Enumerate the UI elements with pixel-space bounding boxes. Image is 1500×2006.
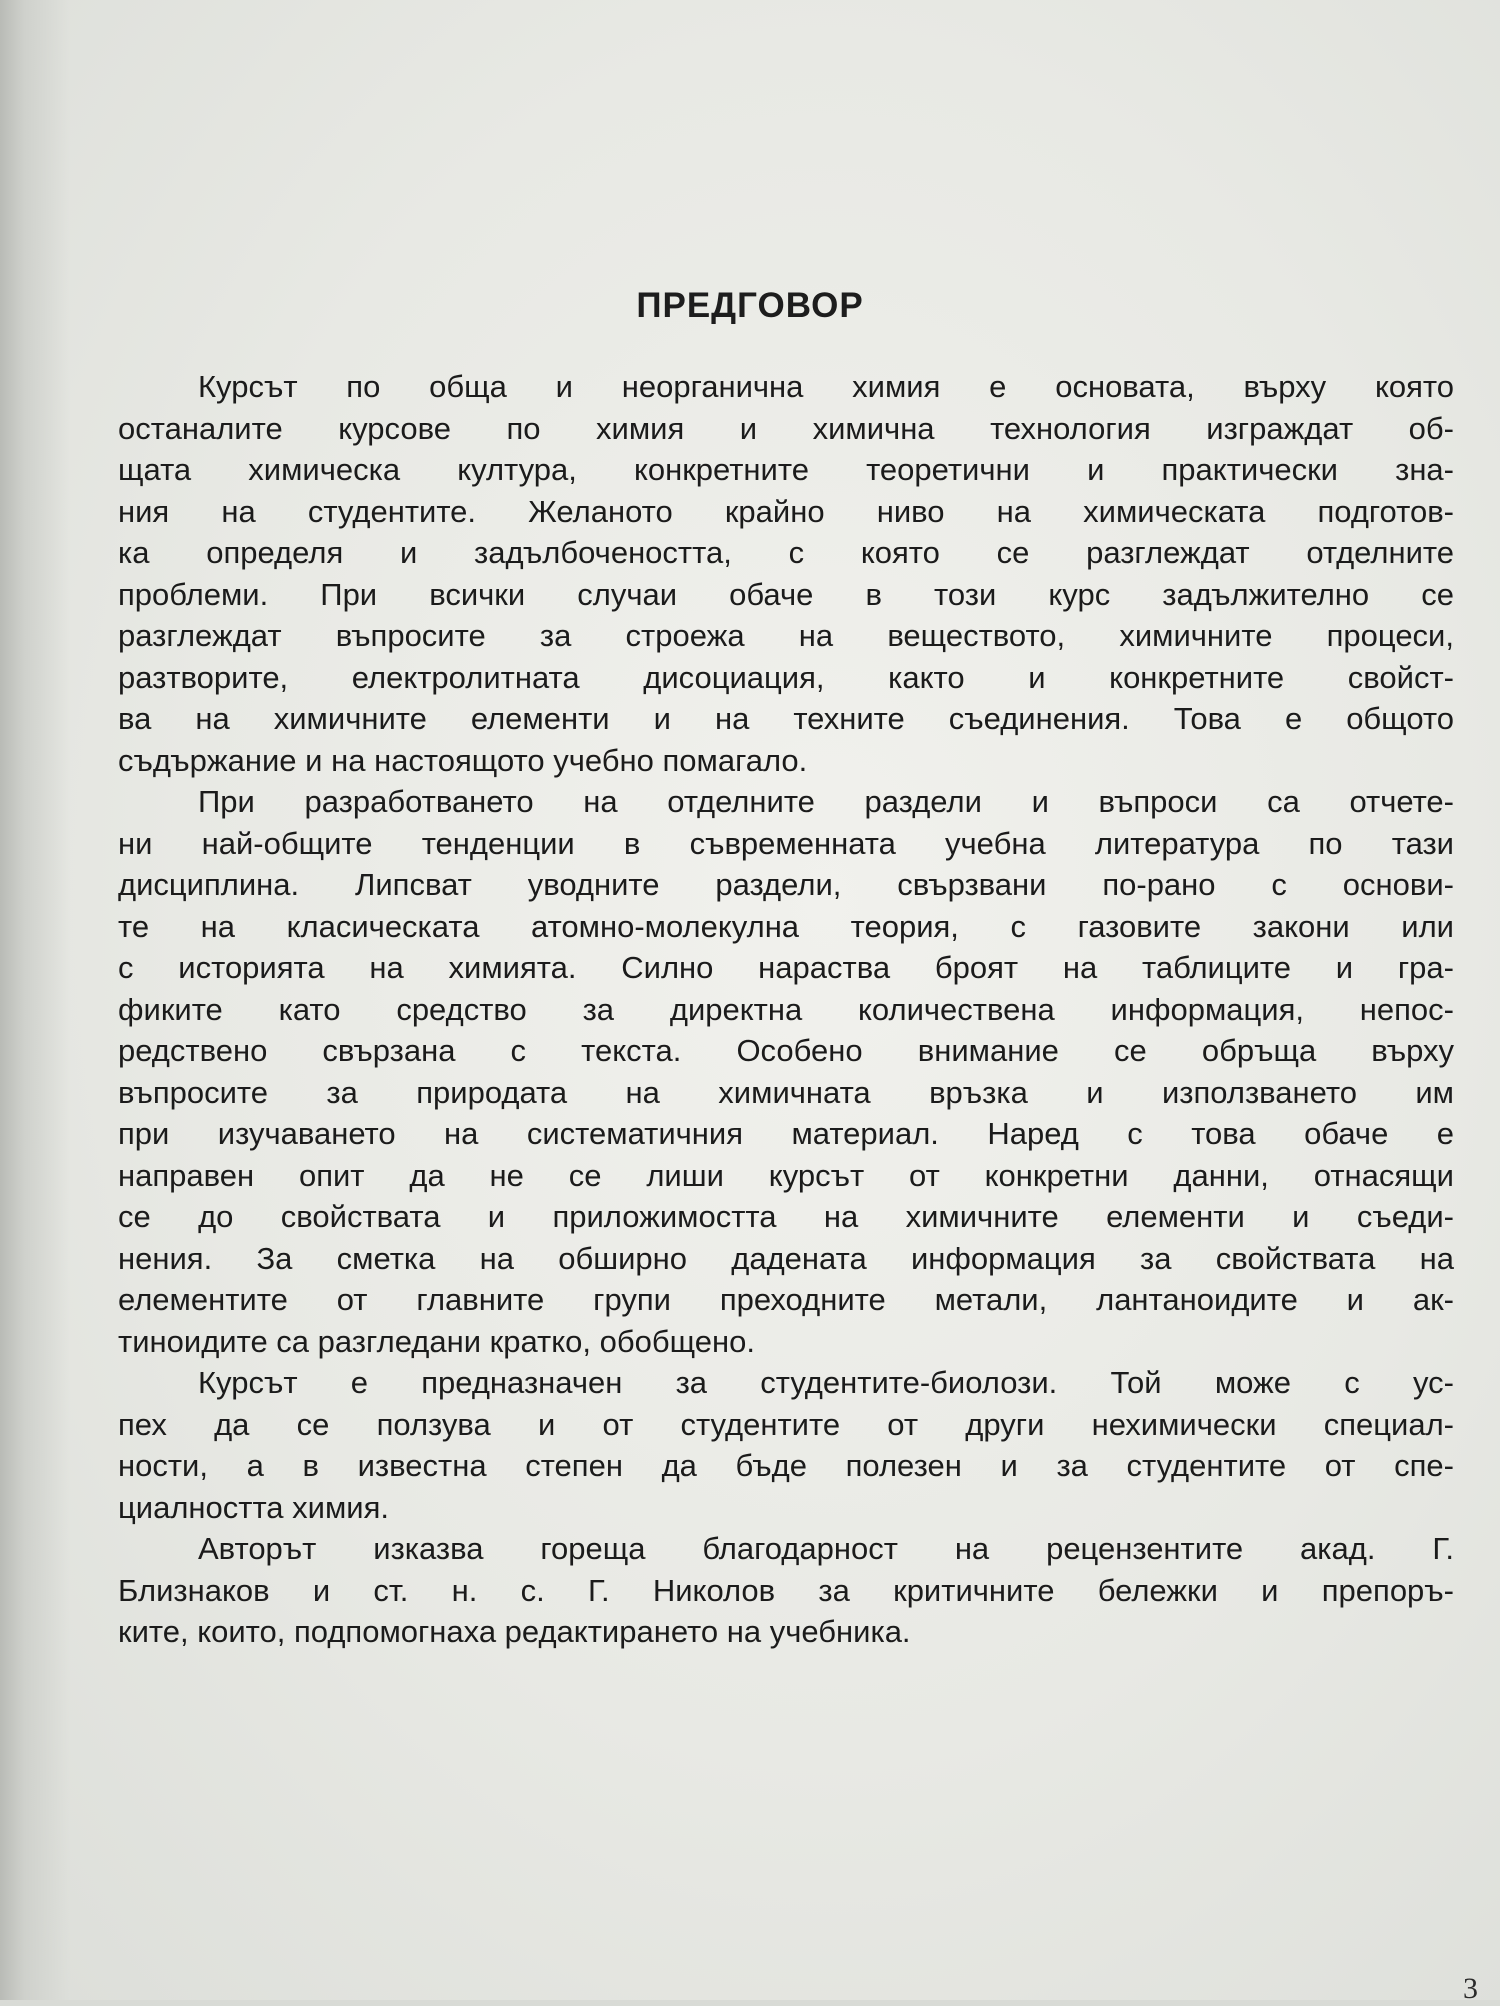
- text-line: останалите курсове по химия и химична технология изграждат об-: [118, 410, 1454, 446]
- text-line: се до свойствата и приложимостта на химичните елементи и съеди-: [118, 1199, 1454, 1234]
- text-line: проблеми. При всички случаи обаче в този курс задължително се: [118, 576, 1454, 612]
- text-line: Авторът изказва гореща благодарност на рецензентите акад. Г.: [198, 1531, 1454, 1566]
- text-line: циалността химия.: [118, 1489, 390, 1525]
- paragraph-3: [118, 1362, 1454, 1528]
- text-line: пех да се ползува и от студентите от други нехимически специал-: [118, 1406, 1454, 1442]
- text-line: Курсът по обща и неорганична химия е основата, върху която: [198, 369, 1454, 404]
- text-line: нения. За сметка на обширно дадената информация за свойствата на: [118, 1240, 1454, 1276]
- text-line: тиноидите са разгледани кратко, обобщено.: [118, 1323, 755, 1359]
- text-line: ва на химичните елементи и на техните съединения. Това е общото: [118, 701, 1454, 736]
- paragraph-1: [118, 366, 1454, 781]
- paragraph-4: [118, 1528, 1454, 1653]
- text-line: При разработването на отделните раздели и въпроси са отчете-: [198, 784, 1454, 819]
- text-line: фиките като средство за директна количествена информация, непос-: [118, 991, 1454, 1027]
- text-line: редствено свързана с текста. Особено внимание се обръща върху: [118, 1033, 1454, 1068]
- text-line: съдържание и на настоящото учебно помагало.: [118, 742, 808, 778]
- text-line: с историята на химията. Силно нараства броят на таблиците и гра-: [118, 950, 1454, 985]
- paragraph-2: [118, 781, 1454, 1362]
- text-line: те на класическата атомно-молекулна теория, с газовите закони или: [118, 908, 1454, 944]
- text-line: разглеждат въпросите за строежа на веществото, химичните процеси,: [118, 618, 1454, 653]
- text-line: ности, а в известна степен да бъде полезен и за студентите от спе-: [118, 1448, 1454, 1483]
- text-line: ка определя и задълбочеността, с която се разглеждат отделните: [118, 535, 1454, 570]
- text-line: при изучаването на систематичния материал. Наред с това обаче е: [118, 1116, 1454, 1151]
- text-line: направен опит да не се лиши курсът от конкретни данни, отнасящи: [118, 1157, 1454, 1193]
- text-line: Курсът е предназначен за студентите-биолози. Той може с ус-: [198, 1365, 1454, 1400]
- text-line: щата химическа култура, конкретните теоретични и практически зна-: [118, 452, 1454, 487]
- text-line: дисциплина. Липсват уводните раздели, свързвани по-рано с основи-: [118, 867, 1454, 902]
- text-line: ния на студентите. Желаното крайно ниво на химическата подготов-: [118, 493, 1454, 529]
- text-line: разтворите, електролитната дисоциация, както и конкретните свойст-: [118, 659, 1454, 695]
- page-heading: ПРЕДГОВОР: [636, 286, 864, 325]
- text-line: ни най-общите тенденции в съвременната учебна литература по тази: [118, 825, 1454, 861]
- text-line: елементите от главните групи преходните метали, лантаноидите и ак-: [118, 1282, 1454, 1317]
- text-line: въпросите за природата на химичната връзка и използването им: [118, 1074, 1454, 1110]
- text-line: ките, които, подпомогнаха редактирането на учебника.: [118, 1614, 911, 1649]
- text-line: Близнаков и ст. н. с. Г. Николов за критичните бележки и препоръ-: [118, 1572, 1454, 1608]
- preface-body: [118, 366, 1454, 1653]
- page-number: 3: [1463, 1972, 1478, 2005]
